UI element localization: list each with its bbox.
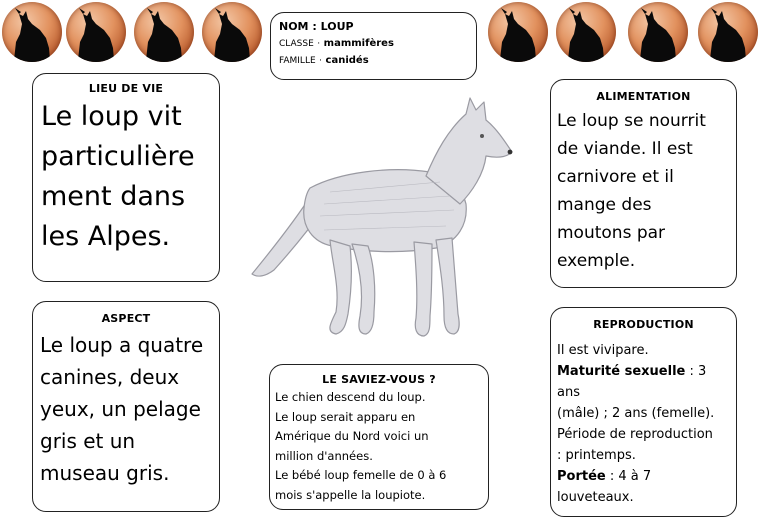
text-line: moutons par <box>557 223 666 243</box>
howling-wolf-moon-icon <box>488 2 548 62</box>
aspect-text <box>39 329 213 489</box>
alimentation-card <box>550 79 737 288</box>
text-line: Le chien descend du loup. <box>275 390 426 404</box>
text-line: exemple. <box>557 251 636 271</box>
famille-sep: · <box>319 56 323 66</box>
saviez-vous-card <box>269 364 489 510</box>
howling-wolf-moon-icon <box>2 2 62 62</box>
howling-wolf-moon-icon <box>698 2 758 62</box>
text-line: les Alpes. <box>41 221 171 252</box>
famille-label: FAMILLE <box>279 56 316 66</box>
text-line: Le loup serait apparu en <box>275 409 416 424</box>
classe-label: CLASSE <box>279 39 314 49</box>
wolf-eye <box>480 134 484 138</box>
reproduction-text <box>556 340 731 508</box>
text-line: million d'années. <box>275 448 373 463</box>
howling-wolf-moon-icon <box>134 2 194 62</box>
nom-sep: : <box>312 20 317 33</box>
classe-row <box>279 35 468 52</box>
text-line <box>557 466 731 508</box>
lieu-de-vie-text <box>39 97 213 257</box>
howling-wolf-moon-icon <box>202 2 262 62</box>
portee-value: : 4 à 7 louveteaux. <box>557 469 652 505</box>
howling-wolf-moon-icon <box>628 2 688 62</box>
nom-label: NOM <box>279 20 309 33</box>
saviez-vous-text <box>274 388 484 505</box>
alimentation-title: ALIMENTATION <box>596 90 691 103</box>
text-line: museau gris. <box>40 461 170 485</box>
text-line: particulière <box>41 141 195 172</box>
reproduction-title: REPRODUCTION <box>593 318 694 331</box>
famille-row <box>279 52 468 69</box>
nom-row <box>279 19 468 35</box>
text-line: Période de reproduction <box>557 427 713 442</box>
text-line: Le loup a quatre <box>40 333 204 357</box>
alimentation-text <box>556 107 731 275</box>
text-line: Le loup se nourrit <box>557 111 706 131</box>
aspect-title: ASPECT <box>101 312 151 325</box>
lieu-de-vie-title: LIEU DE VIE <box>88 82 164 95</box>
howling-wolf-moon-icon <box>556 2 616 62</box>
text-line: : printemps. <box>557 448 636 463</box>
portee-label: Portée <box>557 469 606 484</box>
text-line: (mâle) ; 2 ans (femelle). <box>557 406 715 421</box>
text-line <box>557 361 731 403</box>
reproduction-card <box>550 307 737 517</box>
wolf-nose <box>508 150 513 155</box>
text-line: gris et un <box>40 429 136 453</box>
text-line: canines, deux <box>40 365 180 389</box>
text-line: de viande. Il est <box>557 139 693 159</box>
classe-value: mammifères <box>323 38 394 49</box>
text-line: Le loup vit <box>41 101 182 132</box>
classe-sep: · <box>317 39 321 49</box>
text-line: Amérique du Nord voici un <box>275 429 429 443</box>
text-line: Il est vivipare. <box>557 343 649 358</box>
maturity-label: Maturité sexuelle <box>557 364 686 379</box>
lieu-de-vie-card <box>32 73 220 282</box>
text-line: Le bébé loup femelle de 0 à 6 <box>275 468 447 482</box>
famille-value: canidés <box>325 55 369 66</box>
identity-card <box>270 12 477 80</box>
wolf-drawing <box>240 92 530 352</box>
text-line: mois s'appelle la loupiote. <box>275 487 426 502</box>
text-line: yeux, un pelage <box>40 397 201 421</box>
text-line: ment dans <box>41 181 186 212</box>
saviez-vous-title: LE SAVIEZ-VOUS ? <box>322 373 436 386</box>
text-line: mange des <box>557 195 652 215</box>
nom-value: LOUP <box>320 20 354 33</box>
maturity-value: : 3 ans <box>557 364 707 400</box>
text-line: carnivore et il <box>557 167 674 187</box>
howling-wolf-moon-icon <box>66 2 126 62</box>
aspect-card <box>32 301 220 512</box>
